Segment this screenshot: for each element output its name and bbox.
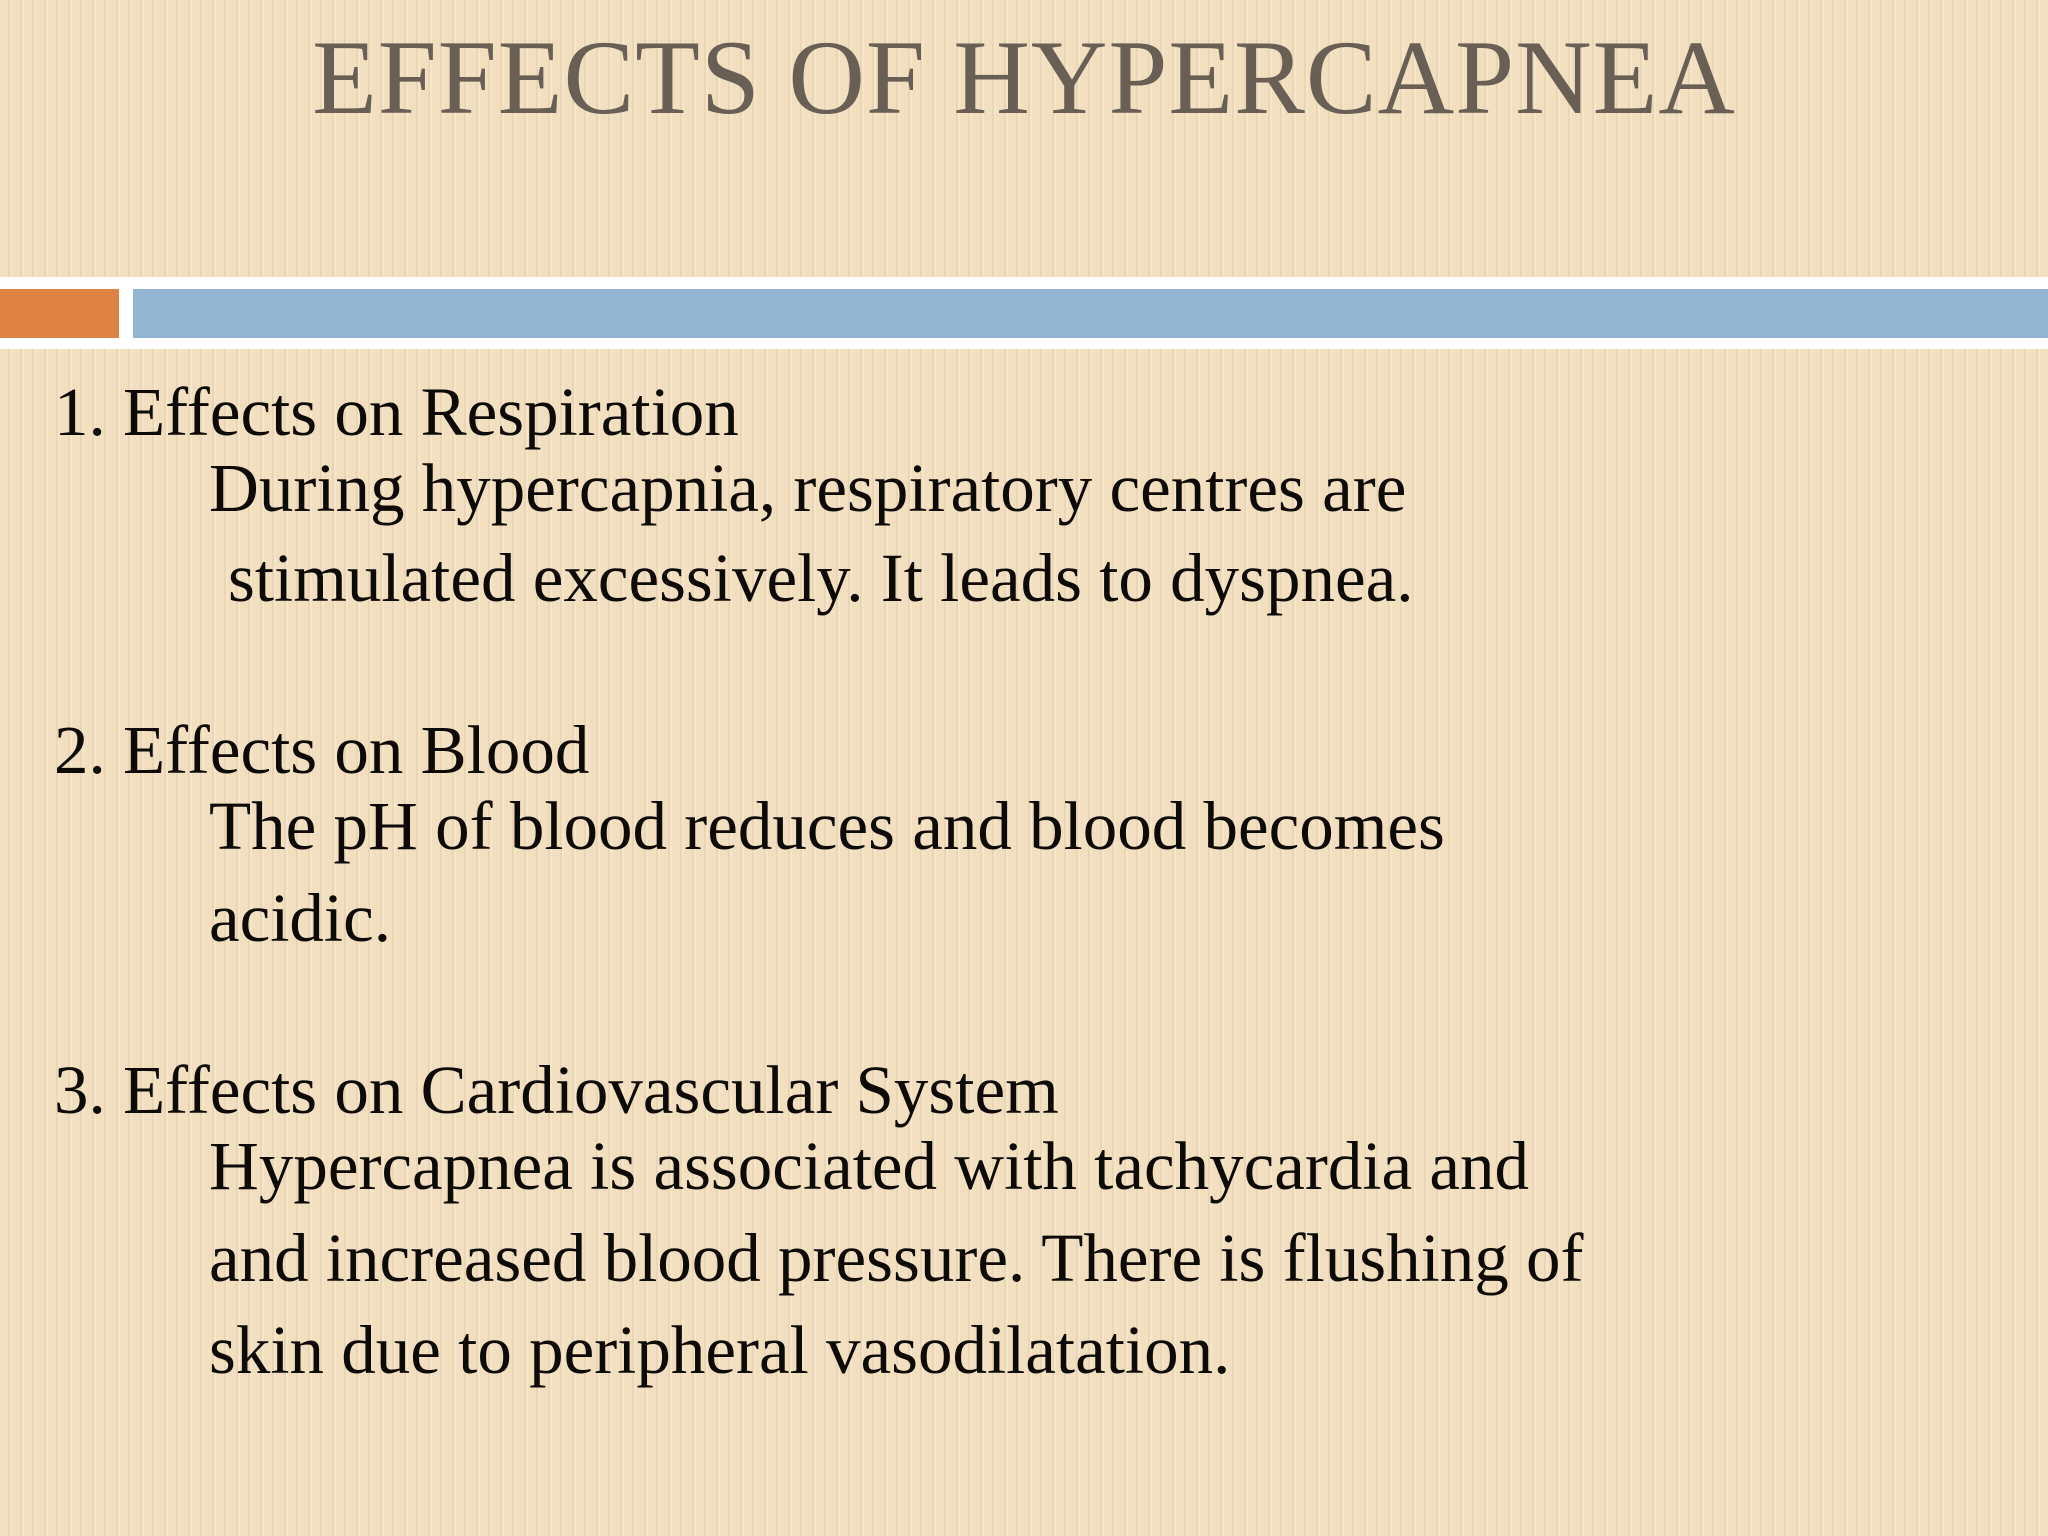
section-heading: 1. Effects on Respiration <box>54 374 739 450</box>
section-text-line: Hypercapnea is associated with tachycardia and <box>209 1128 1529 1204</box>
section-text-line: The pH of blood reduces and blood becomes <box>209 788 1445 864</box>
section-text-line: acidic. <box>209 880 391 956</box>
section-respiration <box>54 374 1954 616</box>
section-blood <box>54 712 1954 956</box>
slide-content <box>54 374 1954 1484</box>
section-text-line: stimulated excessively. It leads to dyspnea. <box>228 540 1414 616</box>
title-divider <box>0 277 2048 349</box>
section-text-line: During hypercapnia, respiratory centres are <box>209 450 1407 526</box>
divider-accent-orange <box>0 289 119 338</box>
section-heading: 3. Effects on Cardiovascular System <box>54 1052 1059 1128</box>
slide-title: EFFECTS OF HYPERCAPNEA <box>312 19 1736 136</box>
section-cardiovascular <box>54 1052 1954 1388</box>
section-heading: 2. Effects on Blood <box>54 712 590 788</box>
section-text-line: and increased blood pressure. There is flushing of <box>209 1220 1584 1296</box>
divider-bar-blue <box>133 289 2048 338</box>
section-text-line: skin due to peripheral vasodilatation. <box>209 1312 1231 1388</box>
